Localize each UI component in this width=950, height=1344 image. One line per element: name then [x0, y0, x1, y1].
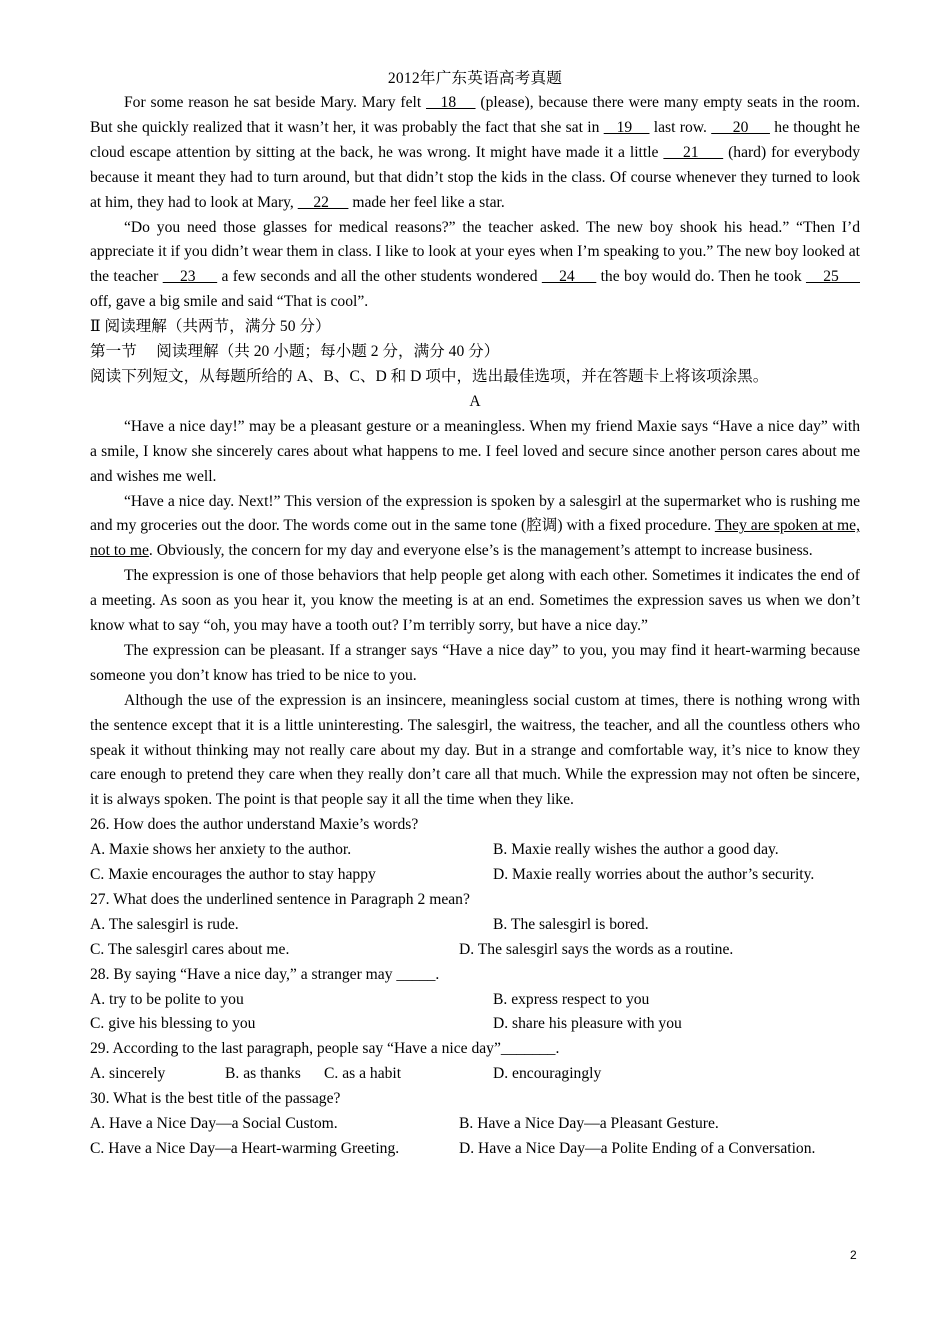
passage-paragraph-2	[90, 490, 860, 565]
text-run: off, gave a big smile and said “That is cool”.	[90, 293, 369, 311]
text-run: he thought he cloud escape attention by sitting at the back, he was wrong. It might have made it a little	[90, 118, 860, 161]
question-stem: 29. According to the last paragraph, people say “Have a nice day”_______.	[90, 1040, 560, 1058]
option-row	[90, 1137, 860, 1162]
option-d: D. Have a Nice Day—a Polite Ending of a Conversation.	[459, 1139, 816, 1157]
blank-19: 19	[603, 118, 650, 136]
option-row	[90, 838, 860, 863]
text-run: . Obviously, the concern for my day and everyone else’s is the management’s attempt to increase business.	[148, 542, 813, 560]
blank-25: 25	[805, 268, 860, 286]
option-d: D. Maxie really worries about the author’s security.	[493, 866, 815, 884]
page-number: 2	[850, 1248, 857, 1262]
option-row	[90, 863, 860, 888]
option-a: A. try to be polite to you	[90, 990, 244, 1008]
option-row	[90, 988, 860, 1013]
option-b: B. as thanks	[225, 1065, 301, 1083]
text-run: (hard) for everybody because it meant they had to turn around, but that didn’t stop the kids in the class. Of course whenever they turned to look at him, they had to look at Mary,	[90, 143, 860, 211]
option-c: C. The salesgirl cares about me.	[90, 940, 290, 958]
option-b: B. The salesgirl is bored.	[493, 915, 649, 933]
blank-24: 24	[541, 268, 597, 286]
option-b: B. express respect to you	[493, 990, 650, 1008]
passage-paragraph-5: Although the use of the expression is an insincere, meaningless social custom at times, there is nothing wrong with the sentence except that it is a little uninteresting. The salesgirl, the waitress, the teacher, and all the countless others who speak it without thinking may not really care about my day. But in a strange and comfortable way, it’s nice to know they care enough to pretend they care when they really don’t care all that much. While the expression may not often be sincere, it is always spoken. The point is that people say it all the time when they like.	[90, 691, 860, 809]
option-a: A. sincerely	[90, 1065, 166, 1083]
question-stem: 26. How does the author understand Maxie’s words?	[90, 816, 419, 834]
passage-paragraph-1: “Have a nice day!” may be a pleasant gesture or a meaningless. When my friend Maxie says “Have a nice day” with a smile, I know she sincerely cares about what happens to me. I feel loved and secure since another person cares about me and wishes me well.	[90, 417, 860, 485]
text-run: last row.	[649, 118, 712, 136]
text-run: (please), because there were many empty seats in the room. But she quickly realized that it wasn’t her, it was probably the fact that she sat in	[90, 94, 860, 136]
option-d: D. encouragingly	[493, 1065, 602, 1083]
option-c: C. Have a Nice Day—a Heart-warming Greeting.	[90, 1139, 400, 1157]
option-row	[90, 1062, 860, 1087]
section-subheading: 第一节 阅读理解（共 20 小题；每小题 2 分，满分 40 分）	[90, 343, 500, 361]
page-title: 2012年广东英语高考真题	[387, 70, 563, 87]
underlined-sentence: They are spoken at me, not to me	[90, 517, 860, 560]
option-d: D. share his pleasure with you	[493, 1015, 682, 1033]
text-run: For some reason he sat beside Mary. Mary felt	[124, 94, 426, 111]
text-run: a few seconds and all the other students wondered	[217, 268, 542, 286]
option-c: C. as a habit	[324, 1065, 402, 1083]
section-heading: Ⅱ 阅读理解（共两节，满分 50 分）	[90, 318, 331, 336]
cloze-paragraph-1	[90, 91, 860, 216]
option-a: A. Maxie shows her anxiety to the author.	[90, 841, 352, 859]
option-c: C. give his blessing to you	[90, 1015, 256, 1033]
cloze-paragraph-2	[90, 216, 860, 316]
blank-23: 23	[162, 268, 218, 286]
option-c: C. Maxie encourages the author to stay happy	[90, 866, 376, 884]
text-run: “Do you need those glasses for medical reasons?” the teacher asked. The new boy shook his head.” “Then I’d appreciate it if you didn’t wear them in class. I like to look at your eyes when I’m speaking to you.” The new boy looked at the teacher	[90, 218, 860, 286]
option-row	[90, 1012, 860, 1037]
blank-20: 20	[711, 118, 770, 136]
text-run: the boy would do. Then he took	[596, 268, 806, 286]
passage-paragraph-3: The expression is one of those behaviors that help people get along with each other. Sometimes it indicates the end of a meeting. As soon as you hear it, you know the meeting is at an end. Sometimes the expression saves us when we don’t know what to say “oh, you may have a tooth out? I’m terribly sorry, but have a nice day.”	[90, 567, 860, 635]
option-row	[90, 938, 860, 963]
passage-paragraph-4: The expression can be pleasant. If a stranger says “Have a nice day” to you, you may find it heart-warming because someone you don’t know has tried to be nice to you.	[90, 641, 860, 684]
option-b: B. Have a Nice Day—a Pleasant Gesture.	[459, 1115, 719, 1133]
option-b: B. Maxie really wishes the author a good day.	[493, 841, 779, 859]
passage-label: A	[469, 392, 481, 410]
option-d: D. The salesgirl says the words as a routine.	[459, 940, 734, 958]
question-stem: 30. What is the best title of the passage?	[90, 1090, 341, 1108]
option-row	[90, 1112, 860, 1137]
blank-22: 22	[297, 193, 349, 211]
blank-21: 21	[663, 143, 724, 161]
text-run: “Have a nice day. Next!” This version of the expression is spoken by a salesgirl at the supermarket who is rushing me and my groceries out the door. The words come out in the same tone (腔调) with a fixed procedure.	[90, 492, 860, 535]
text-run: made her feel like a star.	[348, 193, 505, 211]
option-row	[90, 913, 860, 938]
option-a: A. The salesgirl is rude.	[90, 915, 239, 933]
blank-18: 18	[426, 94, 476, 111]
question-stem: 27. What does the underlined sentence in Paragraph 2 mean?	[90, 890, 470, 908]
option-a: A. Have a Nice Day—a Social Custom.	[90, 1115, 338, 1133]
document-page	[90, 66, 860, 1162]
section-instruction: 阅读下列短文，从每题所给的 A、B、C、D 和 D 项中，选出最佳选项，并在答题卡上将该项涂黑。	[90, 367, 769, 385]
question-stem: 28. By saying “Have a nice day,” a stranger may _____.	[90, 965, 440, 983]
